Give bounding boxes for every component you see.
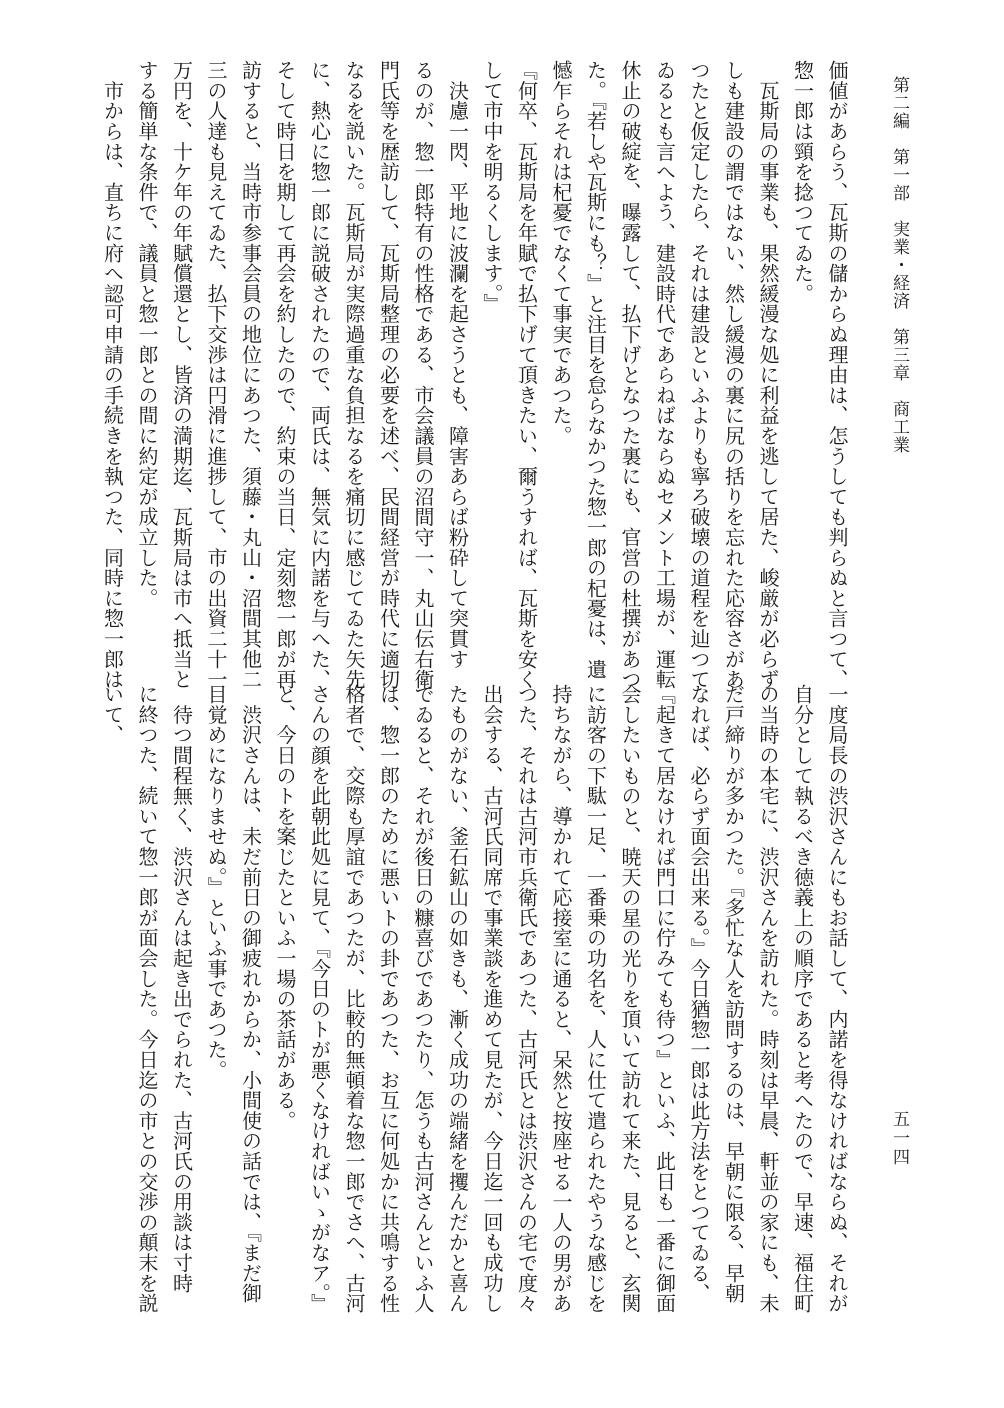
text-line: そして時日を期して再会を約したので、約束の当日、定刻惣一郎が再: [273, 60, 297, 690]
text-line: 会したいものと、暁天の星の光りを頂いて訪れて来た、見ると、玄関: [618, 684, 642, 1314]
text-line: いて、: [100, 684, 125, 745]
text-line: 万円を、十ケ年の年賦償還とし、皆済の満期迄、瓦斯局は市へ抵当と: [169, 60, 194, 690]
text-line: 休止の破綻を、曝露して、払下げとなつた裏にも、官営の杜撰があつ: [618, 60, 642, 690]
text-line: た。『若しや瓦斯にも？』と注目を怠らなかつた惣一郎の杞憂は、遺: [583, 60, 608, 680]
text-line: 門氏等を歴訪して、瓦斯局整理の必要を述べ、民間経営が時代に適切: [376, 60, 401, 690]
text-line: つたと仮定したら、それは建設といふよりも寧ろ破壊の道程を辿つて: [687, 60, 711, 690]
text-line: する簡単な条件で、議員と惣一郎との間に約定が成立した。: [135, 60, 159, 609]
text-line: 自分として執るべき徳義上の順序であると考へたので、早速、福住町: [790, 684, 815, 1314]
text-line: して市中を明るくします。』: [480, 60, 504, 314]
text-line: ゐるとも言へよう、建設時代であらねばならぬセメント工場が、運転: [652, 60, 677, 690]
text-line: たものがない、釜石鉱山の如きも、漸く成功の端緒を攫んだかと喜ん: [445, 684, 470, 1314]
text-line: しも建設の謂ではない、然し緩漫の裏に尻の括りを忘れた応容さがあ: [721, 60, 746, 690]
lower-text-block: [95, 684, 854, 1314]
text-line: るのが、惣一郎特有の性格である、市会議員の沼間守一、丸山伝右衛: [411, 60, 435, 690]
text-line: と、今日のトを案じたといふ一場の茶話がある。: [273, 684, 297, 1131]
text-line: さんの顔を此朝此処に見て、『今日のトが悪くなければいゝがなア。』: [307, 684, 332, 1314]
text-line: に訪客の下駄一足、一番乗の功名を、人に仕て遣られたやうな感じを: [583, 684, 608, 1314]
text-line: 出会する、古河氏同席で事業談を進めて見たが、今日迄一回も成功し: [480, 684, 504, 1314]
text-line: 持ちながら、導かれて応接室に通ると、呆然と按座せる一人の男があ: [549, 684, 573, 1314]
text-line: 瓦斯局の事業も、果然緩漫な処に利益を逃して居た、峻厳が必らず: [756, 60, 780, 690]
text-line: なれば、必らず面会出来る。』今日猶惣一郎は此方法をとつてゐる、: [687, 684, 711, 1304]
text-line: でゐると、それが後日の糠喜びであつたり、怎うも古河さんといふ人: [411, 684, 435, 1314]
text-line: なるを説いた。瓦斯局が実際過重な負担なるを痛切に感じてゐた矢先: [342, 60, 366, 690]
text-line: 一度局長の渋沢さんにもお話して、内諾を得なければならぬ、それが: [825, 684, 849, 1314]
text-line: 待つ間程無く、渋沢さんは起き出でられた、古河氏の用談は寸時: [169, 684, 194, 1293]
text-line: 訪すると、当時市参事会員の地位にあつた、須藤・丸山・沼間其他二: [238, 60, 263, 690]
text-line: 三の人達も見えてゐた、払下交渉は円滑に進捗して、市の出資二十一: [204, 60, 228, 690]
text-line: 価値があらう、瓦斯の儲からぬ理由は、怎うしても判らぬと言つて、: [825, 60, 849, 690]
page-number: 五一四: [889, 1110, 909, 1167]
text-line: 惣一郎は頸を捻つてゐた。: [790, 60, 815, 304]
upper-text-block: [95, 60, 854, 700]
text-line: は、惣一郎のために悪いトの卦であつた、お互に何処かに共鳴する性: [376, 684, 401, 1314]
text-line: の当時の本宅に、渋沢さんを訪れた。時刻は早晨、軒並の家にも、未: [756, 684, 780, 1314]
text-line: 市からは、直ちに府へ認可申請の手続きを執つた、同時に惣一郎は: [100, 60, 125, 690]
text-line: に終つた、続いて惣一郎が面会した。今日迄の市との交渉の顛末を説: [135, 684, 159, 1314]
text-line: 渋沢さんは、未だ前日の御疲れからか、小間使の話では、『まだ御: [238, 684, 263, 1304]
text-line: 『何卒、瓦斯局を年賦で払下げて頂きたい、爾うすれば、瓦斯を安く: [514, 60, 539, 690]
text-line: だ戸締りが多かつた。『多忙な人を訪問するのは、早朝に限る、早朝: [721, 684, 746, 1304]
text-line: に、熱心に惣一郎に説破されたので、両氏は、無気に内諾を与へた、: [307, 60, 332, 690]
text-line: 決慮一閃、平地に波瀾を起さうとも、障害あらば粉砕して突貫す: [445, 60, 470, 669]
running-header: 第二編 第一部 実業・経済 第三章 商工業: [889, 76, 909, 454]
text-line: 『起きて居なければ門口に佇みても待つ』といふ、此日も一番に御面: [652, 684, 677, 1314]
text-line: 格者で、交際も厚誼であつたが、比較的無頓着な惣一郎でさへ、古河: [342, 684, 366, 1314]
text-line: つた、それは古河市兵衛氏であつた、古河氏とは渋沢さんの宅で度々: [514, 684, 539, 1314]
text-line: 憾乍らそれは杞憂でなくて事実であつた。: [549, 60, 573, 446]
text-line: 目覚めになりませぬ。』といふ事であつた。: [204, 684, 228, 1080]
